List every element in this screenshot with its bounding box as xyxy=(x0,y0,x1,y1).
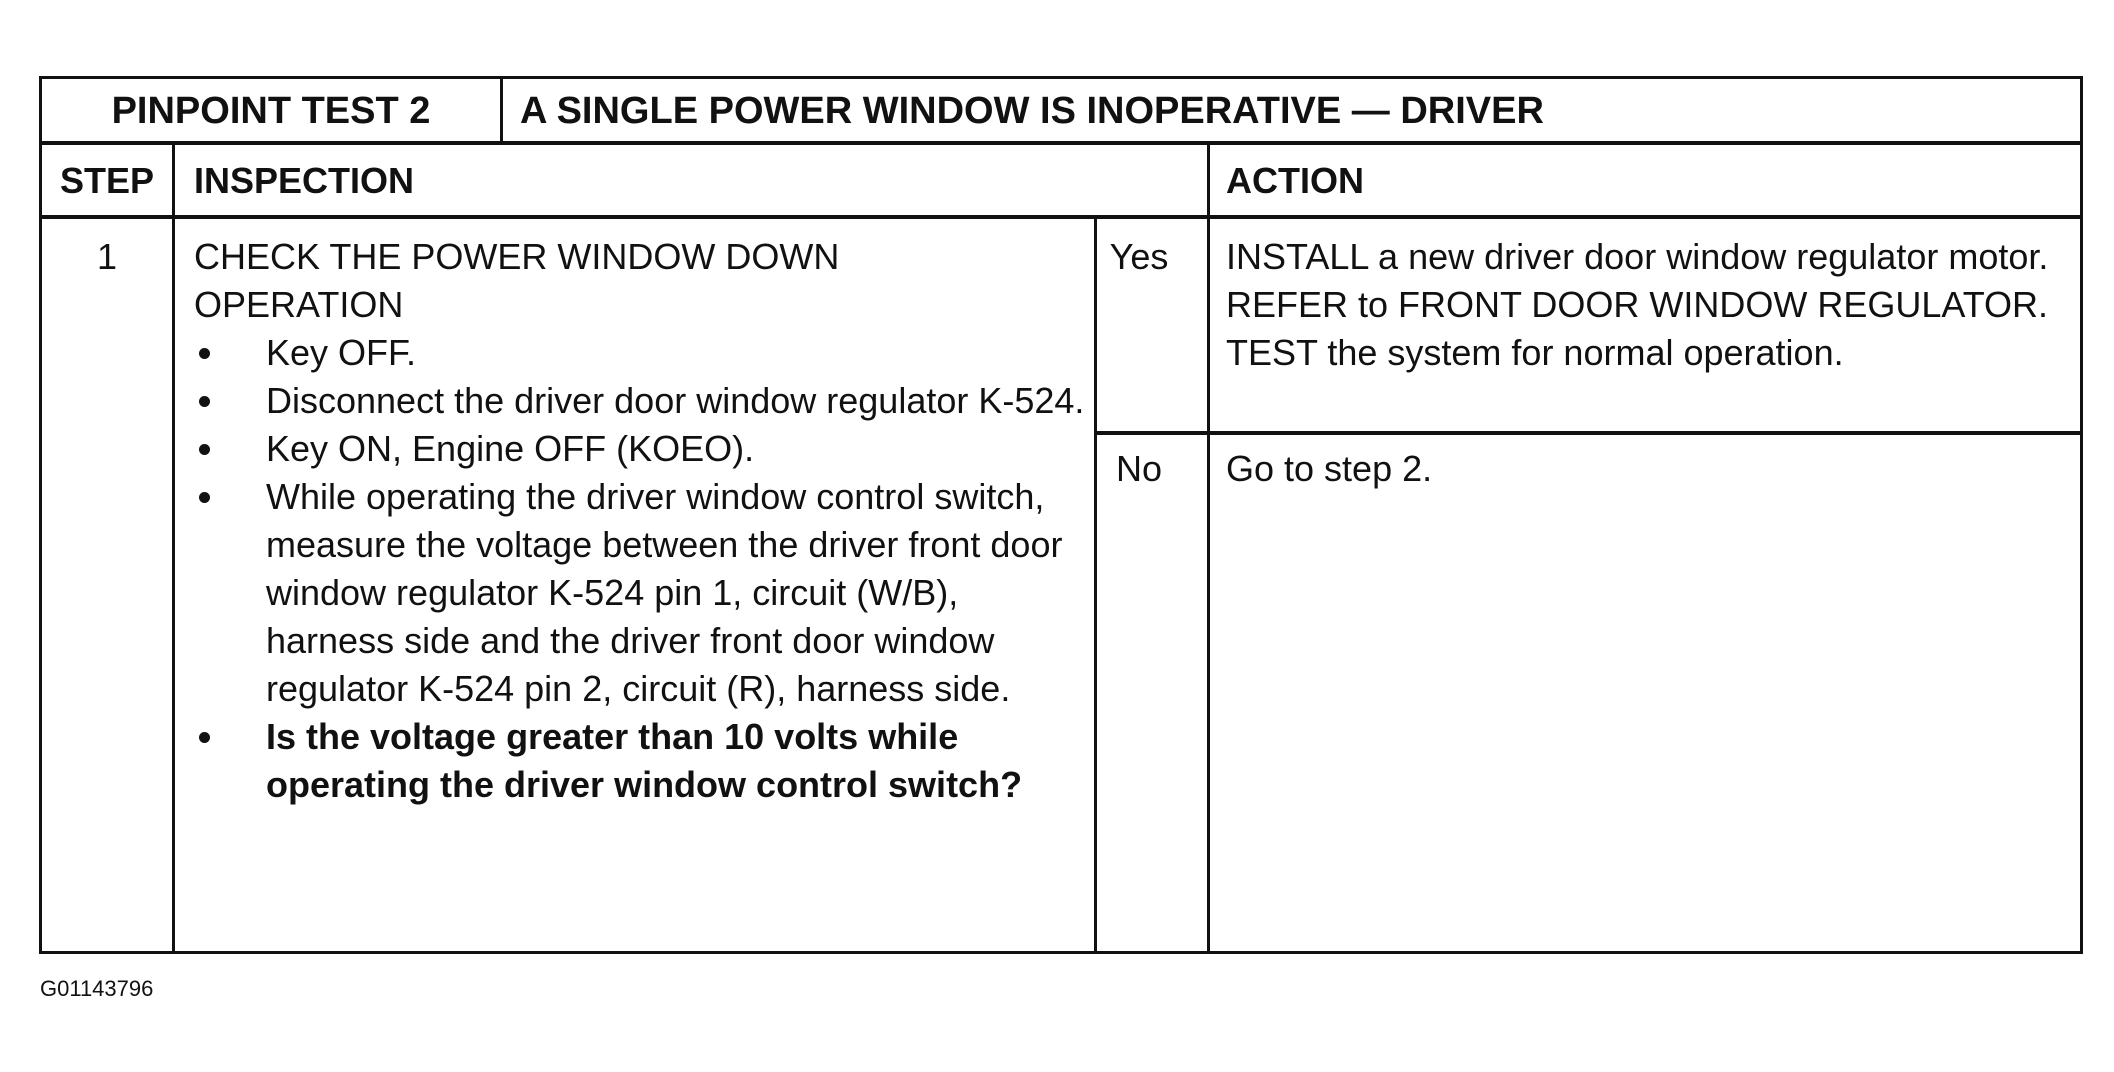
bullet-item xyxy=(194,473,1094,713)
bullet-text: Key ON, Engine OFF (KOEO). xyxy=(266,428,755,469)
no-label: No xyxy=(1115,448,1163,489)
test-id: PINPOINT TEST 2 xyxy=(111,89,431,132)
bullet-icon xyxy=(199,444,210,455)
inspection-bullet-list xyxy=(194,329,1094,809)
bullet-item xyxy=(194,329,1094,377)
inspection-title-line-2: OPERATION xyxy=(194,284,404,325)
bullet-text: Key OFF. xyxy=(266,332,417,373)
yesno-column-divider xyxy=(1094,217,1097,951)
step-number: 1 xyxy=(96,236,118,277)
step-column-divider xyxy=(172,143,175,951)
no-action: Go to step 2. xyxy=(1226,448,1433,489)
inspection-title-line-1: CHECK THE POWER WINDOW DOWN xyxy=(194,236,840,277)
yes-action: INSTALL a new driver door window regulator motor. REFER to FRONT DOOR WINDOW REGULATOR. TEST the system for normal operation. xyxy=(1226,236,2049,373)
bullet-icon xyxy=(199,396,210,407)
pinpoint-test-table xyxy=(39,76,2083,954)
bullet-text: Is the voltage greater than 10 volts while operating the driver window control switch? xyxy=(266,716,1023,805)
yes-label: Yes xyxy=(1109,236,1169,277)
bullet-item-question xyxy=(194,713,1094,809)
title-column-divider xyxy=(500,79,503,143)
action-column-divider xyxy=(1207,143,1210,951)
figure-id: G01143796 xyxy=(40,976,154,1001)
bullet-icon xyxy=(199,732,210,743)
inspection-content xyxy=(194,233,1094,809)
bullet-icon xyxy=(199,492,210,503)
bullet-item xyxy=(194,425,1094,473)
test-title: A SINGLE POWER WINDOW IS INOPERATIVE — DRIVER xyxy=(520,89,1544,132)
column-header-step: STEP xyxy=(59,160,155,201)
column-header-action: ACTION xyxy=(1226,160,1364,201)
bullet-text: Disconnect the driver door window regulator K-524. xyxy=(266,380,1085,421)
yes-no-divider xyxy=(1094,431,2080,435)
bullet-item xyxy=(194,377,1094,425)
column-header-inspection: INSPECTION xyxy=(194,160,415,201)
bullet-icon xyxy=(199,348,210,359)
bullet-text: While operating the driver window control switch, measure the voltage between the driver front door window regulator K-524 pin 1, circuit (W/B), harness side and the driver front door window regulator K-524 pin 2, circuit (R), harness side. xyxy=(266,476,1063,709)
